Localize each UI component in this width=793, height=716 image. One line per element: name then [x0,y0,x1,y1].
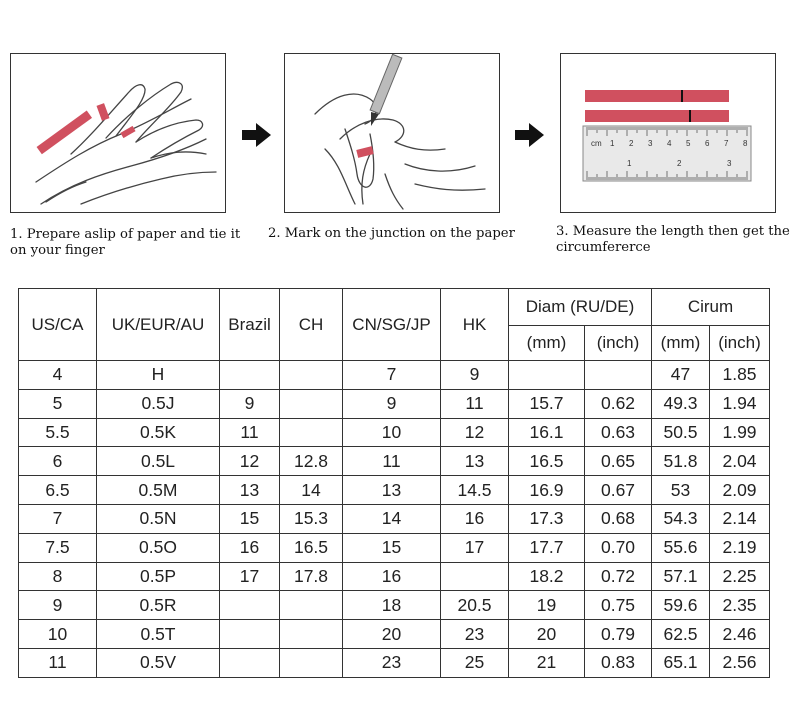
cell-uk-eur-au: 0.5R [97,591,220,620]
table-row [19,591,770,620]
subheader-diam-mm: (mm) [509,326,585,361]
cell-diam-inch: 0.79 [585,620,652,649]
cell-diam-mm: 16.9 [509,476,585,505]
cell-diam-inch: 0.67 [585,476,652,505]
ruler-cm-label: 4 [667,139,672,148]
cell-hk: 13 [441,447,509,476]
arrow-right-icon [515,122,545,148]
ruler-cm-label: 8 [743,139,748,148]
cell-cn-sg-jp: 20 [343,620,441,649]
cell-diam-mm: 17.3 [509,504,585,533]
cell-cirum-mm: 47 [652,361,710,390]
cell-cn-sg-jp: 10 [343,418,441,447]
cell-cirum-inch: 2.25 [710,562,770,591]
header-ch: CH [280,289,343,361]
cell-cn-sg-jp: 13 [343,476,441,505]
header-brazil: Brazil [220,289,280,361]
pen-marking-finger-icon [285,54,500,213]
cell-ch: 16.5 [280,533,343,562]
cell-brazil [220,648,280,677]
cell-us-ca: 7.5 [19,533,97,562]
cell-cirum-inch: 2.19 [710,533,770,562]
cell-us-ca: 10 [19,620,97,649]
table-row [19,562,770,591]
cell-hk: 12 [441,418,509,447]
table-row [19,389,770,418]
cell-ch [280,389,343,418]
cell-us-ca: 5 [19,389,97,418]
cell-cirum-mm: 53 [652,476,710,505]
cell-cirum-inch: 1.85 [710,361,770,390]
table-row [19,620,770,649]
cell-ch: 14 [280,476,343,505]
cell-cirum-inch: 2.14 [710,504,770,533]
cell-cirum-inch: 1.99 [710,418,770,447]
cell-cirum-mm: 49.3 [652,389,710,418]
cell-diam-mm: 21 [509,648,585,677]
header-cirum: Cirum [652,289,770,326]
cell-diam-inch: 0.83 [585,648,652,677]
cell-brazil [220,361,280,390]
cell-brazil: 11 [220,418,280,447]
hand-wrapping-paper-icon [11,54,226,213]
cell-us-ca: 8 [19,562,97,591]
cell-uk-eur-au: 0.5N [97,504,220,533]
cell-cirum-inch: 1.94 [710,389,770,418]
cell-cirum-mm: 51.8 [652,447,710,476]
ruler-inch-label: 1 [627,159,632,168]
cell-brazil: 9 [220,389,280,418]
cell-brazil [220,620,280,649]
step-2-caption: 2. Mark on the junction on the paper [268,226,515,241]
cell-brazil: 13 [220,476,280,505]
cell-hk: 17 [441,533,509,562]
header-hk: HK [441,289,509,361]
cell-hk [441,562,509,591]
header-cn-sg-jp: CN/SG/JP [343,289,441,361]
table-row [19,418,770,447]
table-row [19,504,770,533]
cell-diam-inch: 0.63 [585,418,652,447]
step-1-caption: 1. Prepare aslip of paper and tie it on your finger [10,227,241,258]
cell-diam-inch: 0.70 [585,533,652,562]
cell-diam-mm: 20 [509,620,585,649]
cell-diam-inch: 0.72 [585,562,652,591]
cell-diam-inch: 0.62 [585,389,652,418]
subheader-diam-inch: (inch) [585,326,652,361]
cell-ch [280,620,343,649]
cell-cn-sg-jp: 18 [343,591,441,620]
ruler-cm-label: 3 [648,139,653,148]
cell-cirum-mm: 59.6 [652,591,710,620]
cell-cn-sg-jp: 9 [343,389,441,418]
cell-cn-sg-jp: 14 [343,504,441,533]
cell-hk: 20.5 [441,591,509,620]
header-us-ca: US/CA [19,289,97,361]
cell-cirum-mm: 57.1 [652,562,710,591]
subheader-cirum-mm: (mm) [652,326,710,361]
step-3-illustration [560,53,776,213]
cell-diam-mm [509,361,585,390]
cell-ch [280,418,343,447]
ruler-cm-label: 6 [705,139,710,148]
cell-ch: 12.8 [280,447,343,476]
cell-cirum-mm: 54.3 [652,504,710,533]
cell-uk-eur-au: 0.5K [97,418,220,447]
cell-diam-inch: 0.68 [585,504,652,533]
arrow-right-icon [242,122,272,148]
cell-cirum-inch: 2.56 [710,648,770,677]
cell-brazil: 16 [220,533,280,562]
header-uk-eur-au: UK/EUR/AU [97,289,220,361]
ruler-inch-label: 3 [727,159,732,168]
cell-uk-eur-au: 0.5O [97,533,220,562]
cell-cn-sg-jp: 15 [343,533,441,562]
cell-diam-mm: 15.7 [509,389,585,418]
cell-us-ca: 7 [19,504,97,533]
cell-uk-eur-au: 0.5P [97,562,220,591]
cell-cn-sg-jp: 11 [343,447,441,476]
table-row [19,533,770,562]
cell-us-ca: 9 [19,591,97,620]
cell-uk-eur-au: 0.5J [97,389,220,418]
cell-us-ca: 11 [19,648,97,677]
cell-hk: 9 [441,361,509,390]
cell-hk: 14.5 [441,476,509,505]
step-2-illustration [284,53,500,213]
cell-ch: 17.8 [280,562,343,591]
cell-us-ca: 4 [19,361,97,390]
step-3-caption: 3. Measure the length then get the circumfererce [556,224,790,255]
table-row [19,361,770,390]
cell-cirum-inch: 2.04 [710,447,770,476]
ring-size-table [18,288,770,678]
cell-ch [280,648,343,677]
cell-cirum-inch: 2.35 [710,591,770,620]
cell-cirum-inch: 2.09 [710,476,770,505]
table-row [19,476,770,505]
cell-us-ca: 6.5 [19,476,97,505]
cell-brazil: 17 [220,562,280,591]
cell-brazil [220,591,280,620]
cell-diam-mm: 17.7 [509,533,585,562]
subheader-cirum-inch: (inch) [710,326,770,361]
step-1-illustration [10,53,226,213]
cell-diam-mm: 18.2 [509,562,585,591]
cell-us-ca: 6 [19,447,97,476]
cell-cirum-mm: 62.5 [652,620,710,649]
table-row [19,447,770,476]
cell-us-ca: 5.5 [19,418,97,447]
cell-hk: 16 [441,504,509,533]
cell-ch [280,591,343,620]
header-diam: Diam (RU/DE) [509,289,652,326]
cell-brazil: 12 [220,447,280,476]
cell-uk-eur-au: 0.5M [97,476,220,505]
ruler-cm-label: 7 [724,139,729,148]
cell-uk-eur-au: 0.5V [97,648,220,677]
ruler-measurement-icon [561,54,776,213]
cell-uk-eur-au: 0.5T [97,620,220,649]
ruler-cm-label: 2 [629,139,634,148]
cell-hk: 25 [441,648,509,677]
cell-cirum-mm: 65.1 [652,648,710,677]
cell-ch: 15.3 [280,504,343,533]
cell-diam-inch: 0.65 [585,447,652,476]
cell-diam-mm: 19 [509,591,585,620]
ruler-cm-label: 1 [610,139,615,148]
cell-brazil: 15 [220,504,280,533]
ruler-inch-label: 2 [677,159,682,168]
cell-hk: 11 [441,389,509,418]
cell-diam-mm: 16.5 [509,447,585,476]
cell-hk: 23 [441,620,509,649]
cell-cirum-mm: 55.6 [652,533,710,562]
cell-ch [280,361,343,390]
cell-cn-sg-jp: 7 [343,361,441,390]
cell-diam-mm: 16.1 [509,418,585,447]
cell-cirum-mm: 50.5 [652,418,710,447]
cell-uk-eur-au: H [97,361,220,390]
cell-cn-sg-jp: 23 [343,648,441,677]
table-row [19,648,770,677]
cell-diam-inch: 0.75 [585,591,652,620]
cell-uk-eur-au: 0.5L [97,447,220,476]
ruler-cm-label: 5 [686,139,691,148]
cell-cn-sg-jp: 16 [343,562,441,591]
cell-diam-inch [585,361,652,390]
ruler-cm-label: cm [591,139,602,148]
cell-cirum-inch: 2.46 [710,620,770,649]
